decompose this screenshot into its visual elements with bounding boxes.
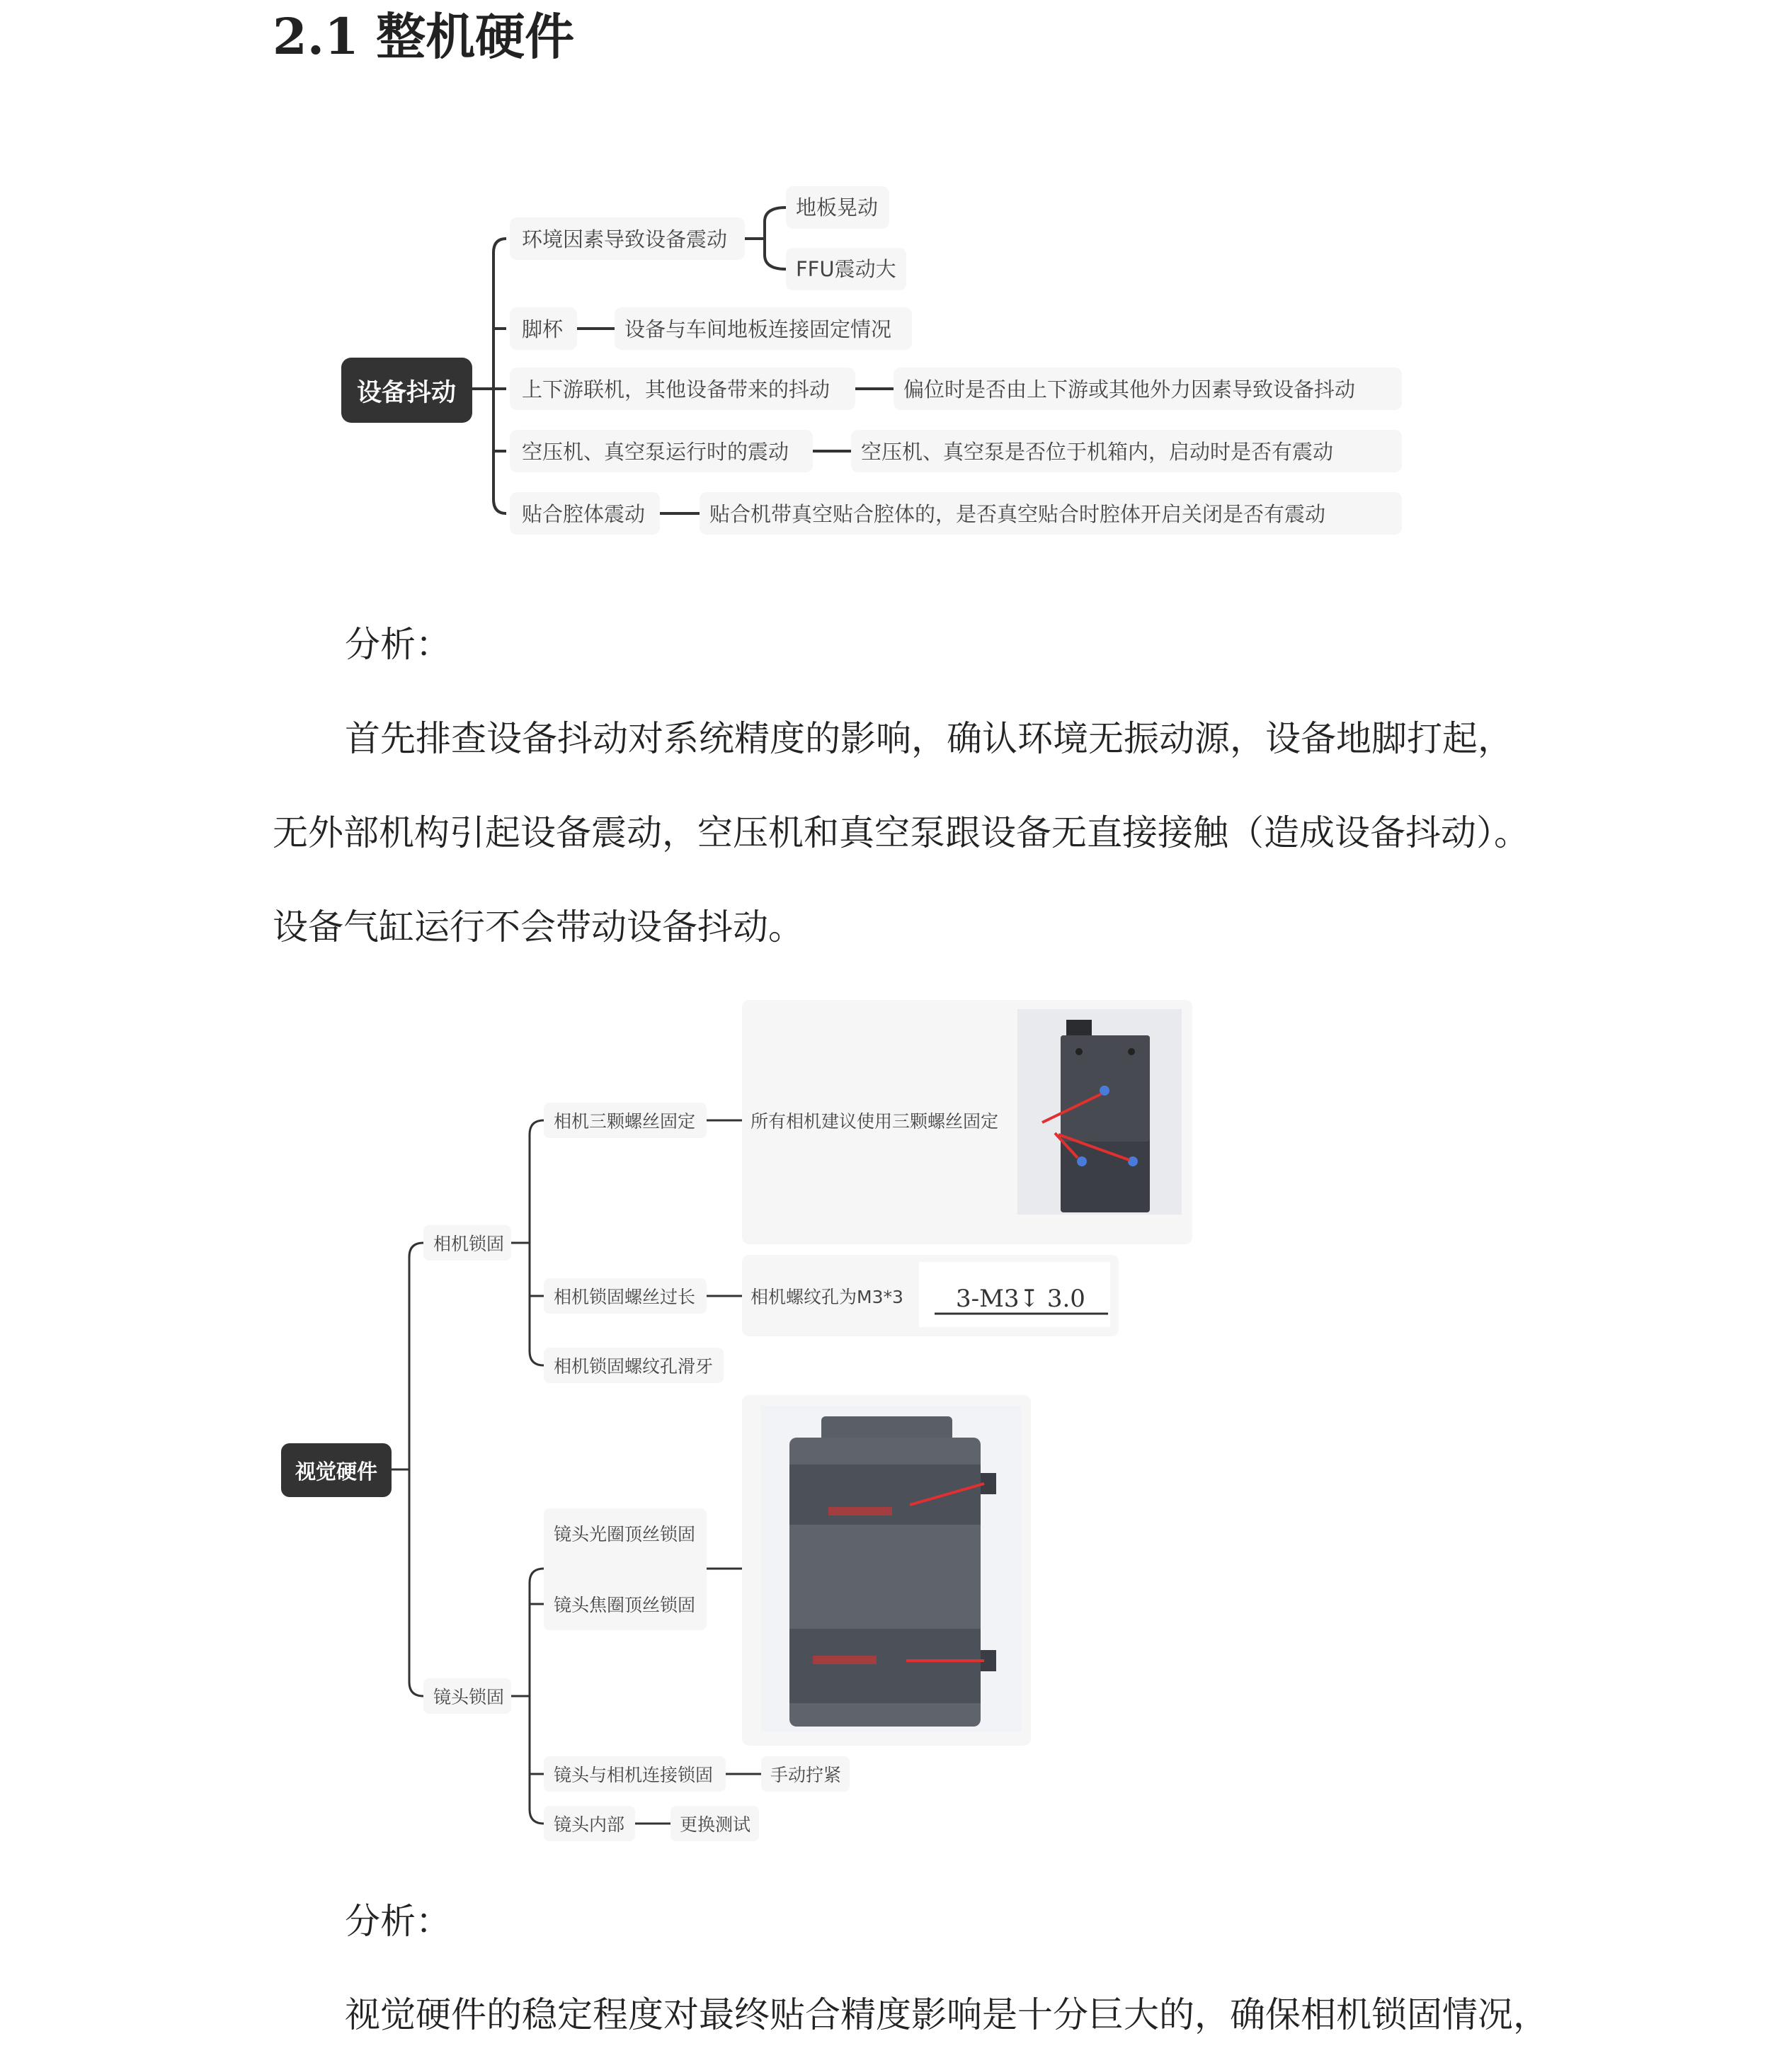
mindmap2-lens-internal-detail: 更换测试 — [680, 1814, 751, 1835]
mindmap2-root-label: 视觉硬件 — [295, 1460, 378, 1484]
mindmap1-detail-upstream: 偏位时是否由上下游或其他外力因素导致设备抖动 — [903, 377, 1356, 402]
mindmap2-camera-three-screws: 相机三颗螺丝固定 — [554, 1111, 696, 1132]
mindmap1-branch-foot-cup: 脚杯 — [522, 317, 564, 341]
thread-spec-image — [919, 1262, 1110, 1327]
mindmap2-camera-thread-stripped: 相机锁固螺纹孔滑牙 — [554, 1356, 714, 1377]
mindmap1-leaf-ffu: FFU震动大 — [796, 257, 896, 281]
mindmap2-root — [281, 1443, 392, 1497]
mindmap2-lens-internal: 镜头内部 — [554, 1814, 625, 1835]
mindmap1-detail-foot-cup: 设备与车间地板连接固定情况 — [624, 317, 892, 341]
mindmap1-branch-compressor: 空压机、真空泵运行时的震动 — [522, 440, 789, 464]
mindmap1-leaf-floor-shake: 地板晃动 — [796, 195, 879, 220]
mindmap1-branch-upstream: 上下游联机，其他设备带来的抖动 — [522, 377, 831, 402]
analysis1-line3: 设备气缸运行不会带动设备抖动。 — [273, 906, 804, 948]
mindmap1-root-label: 设备抖动 — [356, 379, 457, 407]
analysis2-line1: 视觉硬件的稳定程度对最终贴合精度影响是十分巨大的，确保相机锁固情况， — [345, 1994, 1548, 2035]
camera-image — [1017, 1009, 1182, 1215]
analysis1-line2: 无外部机构引起设备震动，空压机和真空泵跟设备无直接接触（造成设备抖动）。 — [273, 812, 1529, 853]
lens-image — [761, 1406, 1022, 1731]
thread-spec-label: 3-M3↧ 3.0 — [956, 1285, 1085, 1313]
mindmap1-branch-environment: 环境因素导致设备震动 — [522, 227, 728, 251]
mindmap2-lens-camera-connection: 镜头与相机连接锁固 — [554, 1765, 714, 1785]
mindmap2-branch-camera-lock: 相机锁固 — [433, 1234, 505, 1254]
mindmap2-camera-thread-detail: 相机螺纹孔为M3*3 — [751, 1287, 903, 1307]
mindmap2-lens-aperture-screw: 镜头光圈顶丝锁固 — [554, 1524, 696, 1545]
analysis2-label: 分析： — [345, 1901, 451, 1942]
mindmap2-branch-lens-lock: 镜头锁固 — [433, 1687, 505, 1707]
analysis1-line1: 首先排查设备抖动对系统精度的影响，确认环境无振动源，设备地脚打起， — [345, 718, 1513, 759]
mindmap1-branch-chamber: 贴合腔体震动 — [522, 502, 646, 526]
section-heading: 2.1 整机硬件 — [273, 7, 575, 66]
mindmap2-lens-connection-detail: 手动拧紧 — [770, 1765, 842, 1785]
mindmap1-detail-compressor: 空压机、真空泵是否位于机箱内，启动时是否有震动 — [861, 440, 1334, 464]
mindmap2-lens-focus-screw: 镜头焦圈顶丝锁固 — [554, 1595, 696, 1615]
mindmap2-camera-screw-too-long: 相机锁固螺丝过长 — [554, 1287, 696, 1307]
mindmap2-camera-three-screws-detail: 所有相机建议使用三颗螺丝固定 — [751, 1111, 999, 1132]
analysis1-label: 分析： — [345, 624, 451, 665]
mindmap1-detail-chamber: 贴合机带真空贴合腔体的，是否真空贴合时腔体开启关闭是否有震动 — [709, 502, 1326, 526]
